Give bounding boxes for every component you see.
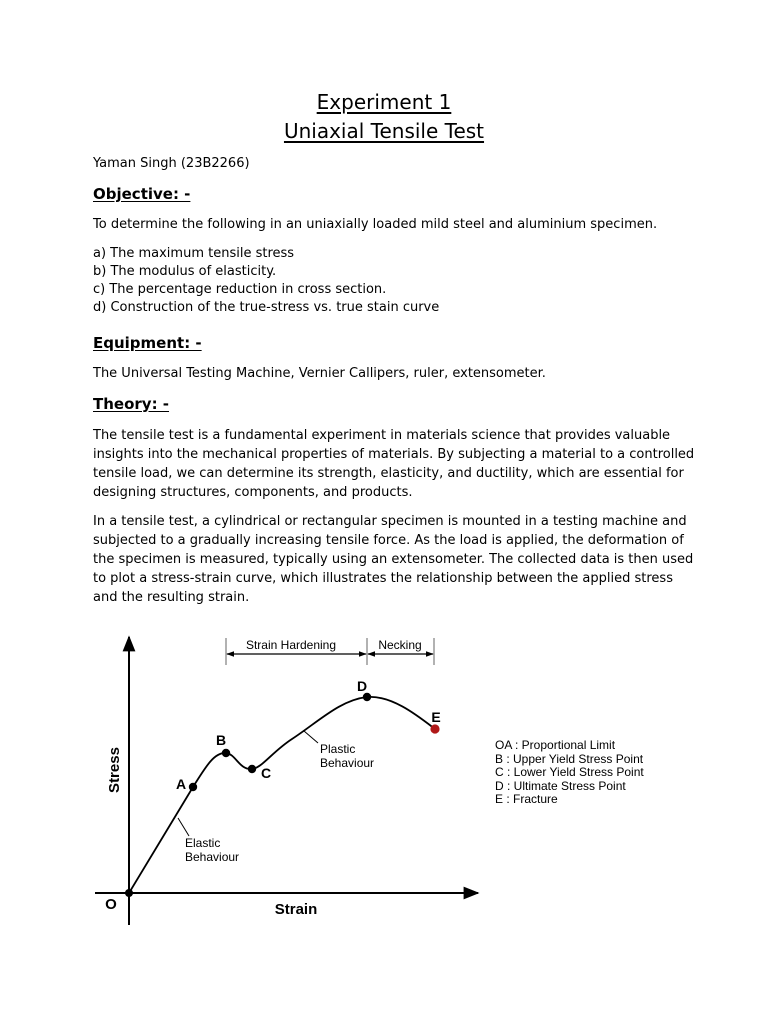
point-o-marker <box>125 889 133 897</box>
point-e-marker <box>430 724 439 733</box>
equipment-text: The Universal Testing Machine, Vernier Callipers, ruler, extensometer. <box>93 366 546 381</box>
x-axis-label: Strain <box>274 901 318 918</box>
point-a-marker <box>189 783 197 791</box>
necking-label: Necking <box>378 638 422 652</box>
point-b-marker <box>222 749 230 757</box>
objective-heading: Objective: - <box>93 185 191 203</box>
objective-intro: To determine the following in an uniaxially loaded mild steel and aluminium specimen. <box>93 217 658 232</box>
plastic-label-line1: Plastic <box>320 742 356 756</box>
figure-legend <box>495 738 644 806</box>
paragraph-line: insights into the mechanical properties of materials. By subjecting a material to a controlled <box>93 447 695 462</box>
point-d-marker <box>363 693 371 701</box>
paragraph-line: The tensile test is a fundamental experiment in materials science that provides valuable <box>93 428 671 443</box>
experiment-title: Uniaxial Tensile Test <box>283 119 485 143</box>
point-e-label: E <box>431 709 441 725</box>
list-item: a) The maximum tensile stress <box>93 246 295 261</box>
legend-item: C : Lower Yield Stress Point <box>495 765 644 779</box>
paragraph-line: and the resulting strain. <box>93 590 250 605</box>
list-item: d) Construction of the true-stress vs. true stain curve <box>93 300 440 315</box>
strain-hardening-label: Strain Hardening <box>245 638 337 652</box>
paragraph-line: designing structures, components, and products. <box>93 485 413 500</box>
point-c-label: C <box>260 765 272 781</box>
stress-strain-curve <box>129 697 435 893</box>
theory-heading: Theory: - <box>93 395 170 413</box>
paragraph-line: the specimen is measured, typically using an extensometer. The collected data is then used <box>93 552 694 567</box>
legend-item: D : Ultimate Stress Point <box>495 779 626 793</box>
list-item: b) The modulus of elasticity. <box>93 264 277 279</box>
paragraph-line: In a tensile test, a cylindrical or rectangular specimen is mounted in a testing machine and <box>93 514 687 529</box>
list-item: c) The percentage reduction in cross section. <box>93 282 387 297</box>
y-axis-label: Stress <box>106 747 123 793</box>
experiment-number: Experiment 1 <box>316 90 452 114</box>
legend-item: OA : Proportional Limit <box>495 738 616 752</box>
point-d-label: D <box>356 678 368 694</box>
point-b-label: B <box>215 732 227 748</box>
legend-item: B : Upper Yield Stress Point <box>495 752 644 766</box>
legend-item: E : Fracture <box>495 792 558 806</box>
elastic-label-line1: Elastic <box>185 836 221 850</box>
equipment-heading: Equipment: - <box>93 334 202 352</box>
author-line: Yaman Singh (23B2266) <box>93 156 250 171</box>
paragraph-line: subjected to a gradually increasing tensile force. As the load is applied, the deformation of <box>93 533 684 548</box>
paragraph-line: to plot a stress-strain curve, which illustrates the relationship between the applied stress <box>93 571 673 586</box>
elastic-label-line2: Behaviour <box>185 850 240 864</box>
point-c-marker <box>248 765 256 773</box>
plastic-label-line2: Behaviour <box>320 756 375 770</box>
paragraph-line: tensile load, we can determine its strength, elasticity, and ductility, which are essential for <box>93 466 684 481</box>
elastic-pointer <box>178 818 189 836</box>
plastic-pointer <box>304 731 318 743</box>
origin-label: O <box>105 896 117 913</box>
point-a-label: A <box>175 776 187 792</box>
